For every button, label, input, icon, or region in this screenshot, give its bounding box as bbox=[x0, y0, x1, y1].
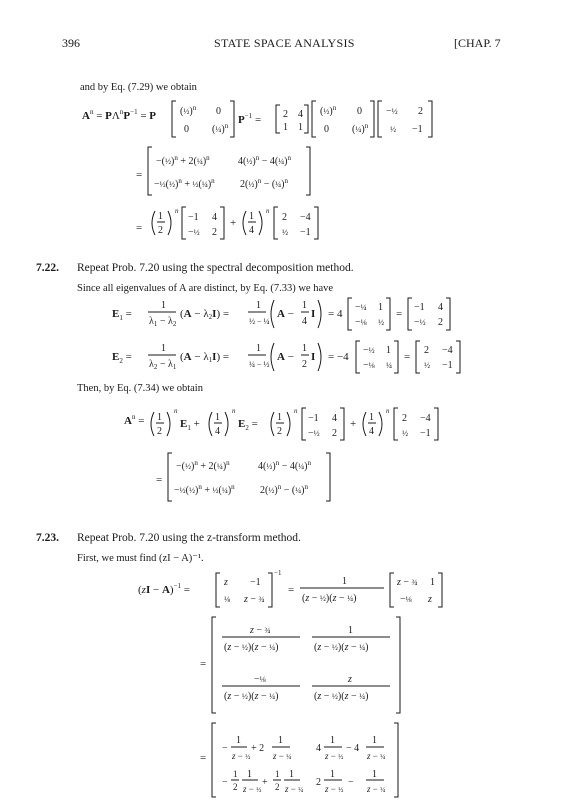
svg-text:1: 1 bbox=[386, 345, 391, 356]
svg-text:1: 1 bbox=[277, 412, 282, 423]
svg-text:−4: −4 bbox=[420, 413, 431, 424]
svg-text:2: 2 bbox=[424, 345, 429, 356]
svg-text:4: 4 bbox=[332, 413, 337, 424]
svg-text:(¼)n: (¼)$^n$ bbox=[212, 122, 229, 135]
svg-text:A −: A − bbox=[277, 308, 294, 320]
page-number: 396 bbox=[62, 36, 80, 50]
svg-text:1: 1 bbox=[302, 300, 307, 311]
svg-text:(½)n: (½)$^n$ bbox=[180, 104, 197, 117]
svg-text:−1: −1 bbox=[442, 360, 453, 371]
svg-text:2: 2 bbox=[282, 212, 287, 223]
svg-text:1: 1 bbox=[233, 769, 238, 779]
svg-text:+: + bbox=[230, 217, 237, 229]
svg-text:0: 0 bbox=[357, 106, 362, 117]
svg-text:−: − bbox=[222, 777, 228, 788]
svg-text:−¼: −¼ bbox=[355, 302, 367, 313]
svg-text:n: n bbox=[175, 207, 179, 215]
svg-text:1: 1 bbox=[215, 412, 220, 423]
svg-text:2: 2 bbox=[157, 426, 162, 437]
svg-text:An =: $A^n$ = bbox=[124, 413, 145, 427]
svg-text:¼: ¼ bbox=[386, 361, 392, 370]
svg-text:E1 =: $E_1$ = bbox=[112, 308, 132, 322]
svg-text:= −4: = −4 bbox=[328, 351, 349, 363]
svg-text:½: ½ bbox=[402, 429, 408, 438]
svg-text:1: 1 bbox=[256, 343, 261, 354]
svg-text:−½: −½ bbox=[363, 345, 375, 356]
svg-text:4: 4 bbox=[298, 109, 303, 120]
problem-7-22-number: 7.22. bbox=[36, 262, 59, 274]
svg-text:−1: −1 bbox=[300, 227, 311, 238]
svg-text:4: 4 bbox=[302, 316, 307, 327]
svg-text:2: 2 bbox=[302, 359, 307, 370]
svg-text:1: 1 bbox=[158, 211, 163, 222]
svg-text:4: 4 bbox=[212, 212, 217, 223]
svg-text:z − ¼: z − ¼ bbox=[285, 784, 304, 794]
svg-text:2: 2 bbox=[233, 782, 238, 792]
svg-text:−½(½)n + ½(¼)n: −½(½)$^n$ + ½(¼)$^n$ bbox=[174, 483, 235, 496]
svg-text:= 4: = 4 bbox=[328, 308, 343, 320]
svg-text:1: 1 bbox=[348, 625, 353, 636]
svg-text:−½: −½ bbox=[188, 227, 200, 238]
svg-text:−⅛: −⅛ bbox=[254, 674, 266, 685]
svg-text:2: 2 bbox=[277, 426, 282, 437]
svg-text:(z − ½)(z − ¼): (z − ½)(z − ¼) bbox=[302, 593, 357, 604]
svg-text:1: 1 bbox=[161, 300, 166, 311]
svg-text:(A − λ2I) =: (A − λ2I) = bbox=[180, 308, 230, 321]
svg-text:−: − bbox=[222, 743, 228, 754]
svg-text:− 4: − 4 bbox=[346, 743, 360, 754]
svg-text:z − ½: z − ½ bbox=[232, 751, 251, 761]
svg-text:0: 0 bbox=[184, 124, 189, 135]
svg-text:½: ½ bbox=[282, 228, 288, 237]
svg-text:½: ½ bbox=[378, 318, 384, 327]
svg-text:−1: −1 bbox=[250, 577, 261, 588]
svg-text:1: 1 bbox=[342, 576, 347, 587]
svg-text:=: = bbox=[200, 658, 207, 670]
equation-An-diagonalization bbox=[0, 95, 569, 250]
svg-text:z: z bbox=[428, 594, 432, 605]
svg-text:z: z bbox=[224, 577, 228, 588]
svg-text:−(½)n + 2(¼)n: −(½)$^n$ + 2(¼)$^n$ bbox=[176, 459, 230, 472]
problem-7-23-number: 7.23. bbox=[36, 532, 59, 544]
svg-text:4: 4 bbox=[369, 426, 374, 437]
svg-text:−: − bbox=[348, 777, 354, 788]
svg-text:1: 1 bbox=[372, 769, 377, 780]
svg-text:1: 1 bbox=[372, 735, 377, 746]
svg-text:(z − ½)(z − ¼): (z − ½)(z − ¼) bbox=[224, 642, 279, 653]
svg-text:½: ½ bbox=[390, 125, 396, 134]
problem-7-22-then: Then, by Eq. (7.34) we obtain bbox=[77, 383, 203, 394]
svg-text:λ2 − λ1: $\lambda_2 - \lambda_1$ bbox=[149, 359, 177, 371]
svg-text:2: 2 bbox=[316, 777, 321, 788]
svg-text:=: = bbox=[288, 584, 295, 596]
svg-text:I: I bbox=[311, 308, 316, 320]
svg-text:z − ¼: z − ¼ bbox=[367, 784, 386, 794]
svg-text:1: 1 bbox=[289, 769, 294, 780]
svg-text:−1: −1 bbox=[188, 212, 199, 223]
svg-text:z − ¼: z − ¼ bbox=[273, 751, 292, 761]
problem-7-23-lead: First, we must find (zI − A)⁻¹. bbox=[77, 553, 204, 564]
svg-text:4: 4 bbox=[249, 225, 254, 236]
svg-text:−1: −1 bbox=[414, 302, 425, 313]
svg-text:1: 1 bbox=[302, 343, 307, 354]
svg-text:z: z bbox=[348, 674, 352, 685]
svg-text:−4: −4 bbox=[300, 212, 311, 223]
svg-text:2: 2 bbox=[158, 225, 163, 236]
svg-text:4(½)n − 4(¼)n: 4(½)$^n$ − 4(¼)$^n$ bbox=[238, 154, 292, 167]
svg-text:1: 1 bbox=[247, 769, 252, 780]
svg-text:1: 1 bbox=[256, 300, 261, 311]
svg-text:I: I bbox=[311, 351, 316, 363]
svg-text:−½: −½ bbox=[414, 317, 426, 328]
svg-text:−1: −1 bbox=[308, 413, 319, 424]
svg-text:+ 2: + 2 bbox=[251, 743, 265, 754]
svg-text:=: = bbox=[396, 308, 403, 320]
svg-text:4: 4 bbox=[438, 302, 443, 313]
svg-text:1: 1 bbox=[161, 343, 166, 354]
svg-text:z − ½: z − ½ bbox=[243, 784, 262, 794]
svg-text:An = PΛnP−1 = P: $A^n = P\Lambda^nP^{-1} = P$ bbox=[82, 108, 157, 122]
svg-text:=: = bbox=[136, 169, 143, 181]
svg-text:1: 1 bbox=[278, 735, 283, 746]
svg-text:1: 1 bbox=[369, 412, 374, 423]
svg-text:n: n bbox=[266, 207, 270, 215]
svg-text:−½: −½ bbox=[386, 106, 398, 117]
running-title: STATE SPACE ANALYSIS bbox=[214, 36, 355, 50]
svg-text:A −: A − bbox=[277, 351, 294, 363]
svg-text:1: 1 bbox=[249, 211, 254, 222]
svg-text:1: 1 bbox=[378, 302, 383, 313]
svg-text:−1: −1 bbox=[274, 569, 282, 577]
problem-7-22-statement: Repeat Prob. 7.20 using the spectral decomposition method. bbox=[77, 262, 354, 274]
svg-text:4: 4 bbox=[316, 743, 321, 754]
equation-spectral-E1-E2 bbox=[0, 292, 569, 378]
svg-text:z − ½: z − ½ bbox=[325, 784, 344, 794]
svg-text:(z − ½)(z − ¼): (z − ½)(z − ¼) bbox=[314, 691, 369, 702]
svg-text:E2 =: $E_2$ = bbox=[112, 351, 132, 365]
svg-text:z − ¾: z − ¾ bbox=[397, 577, 418, 588]
svg-text:2: 2 bbox=[418, 106, 423, 117]
svg-text:−1: −1 bbox=[412, 124, 423, 135]
svg-text:E1 +: $E_1$ + bbox=[180, 418, 200, 432]
svg-text:n: n bbox=[294, 407, 298, 415]
svg-text:¼ − ½: ¼ − ½ bbox=[249, 360, 270, 369]
svg-text:z − ¼: z − ¼ bbox=[367, 751, 386, 761]
svg-text:n: n bbox=[386, 407, 390, 415]
svg-text:z − ¾: z − ¾ bbox=[250, 625, 271, 636]
svg-text:2: 2 bbox=[283, 109, 288, 120]
svg-text:n: n bbox=[232, 407, 236, 415]
svg-text:z − ½: z − ½ bbox=[325, 751, 344, 761]
svg-text:2(½)n − (¼)n: 2(½)$^n$ − (¼)$^n$ bbox=[260, 483, 309, 496]
chapter-label: [CHAP. 7 bbox=[454, 36, 501, 50]
svg-text:2: 2 bbox=[332, 428, 337, 439]
svg-text:(½)n: (½)$^n$ bbox=[320, 104, 337, 117]
intro-text: and by Eq. (7.29) we obtain bbox=[80, 82, 197, 93]
svg-text:−½: −½ bbox=[308, 428, 320, 439]
svg-text:½ − ¼: ½ − ¼ bbox=[249, 317, 270, 326]
svg-text:−1: −1 bbox=[420, 428, 431, 439]
svg-text:1: 1 bbox=[330, 769, 335, 780]
svg-text:⅛: ⅛ bbox=[224, 595, 230, 604]
svg-text:2: 2 bbox=[438, 317, 443, 328]
svg-text:λ1 − λ2: $\lambda_1 - \lambda_2$ bbox=[149, 316, 177, 328]
svg-text:=: = bbox=[156, 474, 163, 486]
problem-7-22-lead: Since all eigenvalues of A are distinct, by Eq. (7.33) we have bbox=[77, 283, 334, 294]
svg-text:2: 2 bbox=[212, 227, 217, 238]
svg-text:1: 1 bbox=[298, 122, 303, 133]
svg-text:1: 1 bbox=[275, 769, 280, 779]
svg-text:2: 2 bbox=[402, 413, 407, 424]
svg-text:=: = bbox=[404, 351, 411, 363]
svg-text:1: 1 bbox=[157, 412, 162, 423]
svg-text:4: 4 bbox=[215, 426, 220, 437]
svg-text:(zI − A)−1 =: (zI − A)$^{-1}$ = bbox=[138, 582, 190, 596]
svg-text:½: ½ bbox=[424, 361, 430, 370]
equation-zI-minus-A-inverse bbox=[0, 565, 569, 800]
svg-text:0: 0 bbox=[324, 124, 329, 135]
svg-text:(z − ½)(z − ¼): (z − ½)(z − ¼) bbox=[314, 642, 369, 653]
equation-An-spectral bbox=[0, 397, 569, 517]
svg-text:−(½)n + 2(¼)n: −(½)$^n$ + 2(¼)$^n$ bbox=[156, 154, 210, 167]
svg-text:(A − λ1I) =: (A − λ1I) = bbox=[180, 351, 230, 364]
svg-text:(¼)n: (¼)$^n$ bbox=[352, 122, 369, 135]
svg-text:n: n bbox=[174, 407, 178, 415]
svg-text:1: 1 bbox=[236, 735, 241, 746]
svg-text:1: 1 bbox=[283, 122, 288, 133]
svg-text:=: = bbox=[200, 752, 207, 764]
problem-7-23-statement: Repeat Prob. 7.20 using the z-transform method. bbox=[77, 532, 301, 544]
svg-text:−½(½)n + ½(¼)n: −½(½)$^n$ + ½(¼)$^n$ bbox=[154, 177, 215, 190]
svg-text:−⅛: −⅛ bbox=[355, 317, 367, 328]
svg-text:−⅛: −⅛ bbox=[363, 360, 375, 371]
svg-text:(z − ½)(z − ¼): (z − ½)(z − ¼) bbox=[224, 691, 279, 702]
svg-text:=: = bbox=[136, 222, 143, 234]
svg-text:4(½)n − 4(¼)n: 4(½)$^n$ − 4(¼)$^n$ bbox=[258, 459, 312, 472]
svg-text:2(½)n − (¼)n: 2(½)$^n$ − (¼)$^n$ bbox=[240, 177, 289, 190]
svg-text:1: 1 bbox=[430, 577, 435, 588]
svg-text:+: + bbox=[350, 418, 357, 430]
svg-text:+: + bbox=[262, 777, 268, 788]
svg-text:P−1 =: $P^{-1}$ = bbox=[238, 112, 262, 126]
svg-text:z − ¾: z − ¾ bbox=[244, 594, 265, 605]
svg-text:−4: −4 bbox=[442, 345, 453, 356]
svg-text:−⅛: −⅛ bbox=[400, 594, 412, 605]
svg-text:0: 0 bbox=[216, 106, 221, 117]
svg-text:2: 2 bbox=[275, 782, 280, 792]
svg-text:1: 1 bbox=[330, 735, 335, 746]
svg-text:E2 =: $E_2$ = bbox=[238, 418, 258, 432]
